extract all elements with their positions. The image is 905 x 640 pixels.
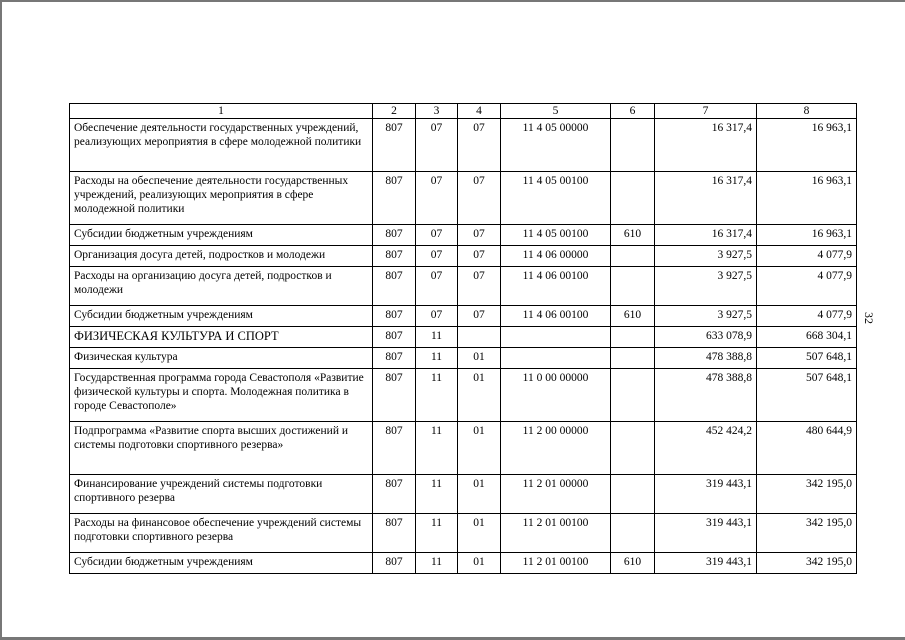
table-row: [70, 475, 857, 514]
cell-ministry: 807: [373, 327, 416, 348]
cell-subsection: 07: [458, 246, 501, 267]
cell-section: 07: [416, 267, 458, 306]
table-row: [70, 306, 857, 327]
cell-ministry: 807: [373, 172, 416, 225]
row-name: ФИЗИЧЕСКАЯ КУЛЬТУРА И СПОРТ: [70, 327, 373, 348]
header-cell: 7: [655, 104, 757, 119]
cell-expense-type: [611, 422, 655, 475]
row-name: Субсидии бюджетным учреждениям: [70, 306, 373, 327]
cell-amount-1: 633 078,9: [655, 327, 757, 348]
cell-subsection: 07: [458, 306, 501, 327]
cell-target-code: 11 4 06 00100: [501, 267, 611, 306]
header-cell: 4: [458, 104, 501, 119]
row-name: Расходы на организацию досуга детей, подростков и молодежи: [70, 267, 373, 306]
cell-amount-2: 4 077,9: [757, 306, 857, 327]
cell-target-code: 11 2 00 00000: [501, 422, 611, 475]
cell-amount-2: 16 963,1: [757, 119, 857, 172]
cell-ministry: 807: [373, 246, 416, 267]
cell-ministry: 807: [373, 369, 416, 422]
cell-section: 11: [416, 348, 458, 369]
cell-target-code: 11 4 06 00100: [501, 306, 611, 327]
header-cell: 2: [373, 104, 416, 119]
cell-section: 07: [416, 246, 458, 267]
cell-amount-1: 478 388,8: [655, 348, 757, 369]
cell-ministry: 807: [373, 475, 416, 514]
cell-amount-1: 319 443,1: [655, 475, 757, 514]
cell-subsection: 07: [458, 225, 501, 246]
row-name: Подпрограмма «Развитие спорта высших достижений и системы подготовки спортивного резерва»: [70, 422, 373, 475]
cell-expense-type: 610: [611, 553, 655, 574]
table-row: [70, 246, 857, 267]
cell-expense-type: [611, 267, 655, 306]
cell-ministry: 807: [373, 267, 416, 306]
cell-subsection: 07: [458, 267, 501, 306]
cell-amount-2: 16 963,1: [757, 225, 857, 246]
row-name: Субсидии бюджетным учреждениям: [70, 553, 373, 574]
cell-amount-1: 478 388,8: [655, 369, 757, 422]
cell-subsection: 01: [458, 553, 501, 574]
cell-target-code: 11 2 01 00100: [501, 514, 611, 553]
row-name: Финансирование учреждений системы подготовки спортивного резерва: [70, 475, 373, 514]
row-name: Расходы на обеспечение деятельности государственных учреждений, реализующих мероприятия в сфере молодежной политики: [70, 172, 373, 225]
cell-ministry: 807: [373, 422, 416, 475]
row-name: Организация досуга детей, подростков и молодежи: [70, 246, 373, 267]
cell-amount-1: 16 317,4: [655, 225, 757, 246]
cell-expense-type: [611, 246, 655, 267]
cell-subsection: 07: [458, 172, 501, 225]
scan-border-left: [0, 0, 2, 640]
cell-amount-2: 4 077,9: [757, 246, 857, 267]
cell-ministry: 807: [373, 553, 416, 574]
cell-section: 11: [416, 475, 458, 514]
header-row: [70, 104, 857, 119]
row-name: Расходы на финансовое обеспечение учреждений системы подготовки спортивного резерва: [70, 514, 373, 553]
budget-table: [69, 103, 857, 574]
cell-subsection: 01: [458, 475, 501, 514]
cell-amount-1: 3 927,5: [655, 246, 757, 267]
cell-expense-type: 610: [611, 306, 655, 327]
scan-border-top: [0, 0, 905, 2]
cell-amount-2: 342 195,0: [757, 514, 857, 553]
cell-ministry: 807: [373, 514, 416, 553]
table-row: [70, 422, 857, 475]
row-name: Физическая культура: [70, 348, 373, 369]
cell-subsection: 01: [458, 369, 501, 422]
table-row: [70, 514, 857, 553]
row-name: Государственная программа города Севастополя «Развитие физической культуры и спорта. Молодежная политика в городе Севастополе»: [70, 369, 373, 422]
cell-expense-type: [611, 327, 655, 348]
cell-subsection: [458, 327, 501, 348]
page-number: 32: [862, 312, 876, 324]
cell-section: 11: [416, 422, 458, 475]
cell-target-code: 11 4 05 00000: [501, 119, 611, 172]
table-row: [70, 119, 857, 172]
cell-section: 11: [416, 369, 458, 422]
cell-amount-2: 668 304,1: [757, 327, 857, 348]
cell-expense-type: [611, 369, 655, 422]
cell-target-code: [501, 348, 611, 369]
cell-target-code: 11 4 05 00100: [501, 172, 611, 225]
cell-expense-type: [611, 475, 655, 514]
cell-section: 11: [416, 327, 458, 348]
cell-section: 11: [416, 514, 458, 553]
cell-section: 07: [416, 119, 458, 172]
row-name: Субсидии бюджетным учреждениям: [70, 225, 373, 246]
cell-amount-2: 342 195,0: [757, 475, 857, 514]
cell-subsection: 07: [458, 119, 501, 172]
table-row: [70, 348, 857, 369]
table-row: [70, 553, 857, 574]
cell-amount-1: 3 927,5: [655, 306, 757, 327]
cell-amount-2: 507 648,1: [757, 348, 857, 369]
cell-expense-type: [611, 119, 655, 172]
cell-target-code: [501, 327, 611, 348]
cell-ministry: 807: [373, 306, 416, 327]
cell-amount-2: 507 648,1: [757, 369, 857, 422]
header-cell: 5: [501, 104, 611, 119]
cell-target-code: 11 0 00 00000: [501, 369, 611, 422]
cell-expense-type: [611, 348, 655, 369]
cell-ministry: 807: [373, 225, 416, 246]
table-row: [70, 225, 857, 246]
cell-amount-1: 319 443,1: [655, 514, 757, 553]
cell-target-code: 11 4 05 00100: [501, 225, 611, 246]
cell-amount-2: 16 963,1: [757, 172, 857, 225]
table-row: [70, 172, 857, 225]
table-row: [70, 327, 857, 348]
cell-amount-1: 16 317,4: [655, 119, 757, 172]
table-row: [70, 267, 857, 306]
cell-target-code: 11 4 06 00000: [501, 246, 611, 267]
cell-subsection: 01: [458, 422, 501, 475]
cell-section: 07: [416, 172, 458, 225]
cell-expense-type: 610: [611, 225, 655, 246]
cell-amount-1: 16 317,4: [655, 172, 757, 225]
cell-section: 07: [416, 306, 458, 327]
cell-target-code: 11 2 01 00100: [501, 553, 611, 574]
header-cell: 8: [757, 104, 857, 119]
cell-target-code: 11 2 01 00000: [501, 475, 611, 514]
cell-subsection: 01: [458, 348, 501, 369]
cell-amount-2: 342 195,0: [757, 553, 857, 574]
header-cell: 3: [416, 104, 458, 119]
cell-amount-1: 3 927,5: [655, 267, 757, 306]
cell-ministry: 807: [373, 348, 416, 369]
cell-subsection: 01: [458, 514, 501, 553]
table-row: [70, 369, 857, 422]
cell-amount-2: 4 077,9: [757, 267, 857, 306]
cell-section: 11: [416, 553, 458, 574]
header-cell: 1: [70, 104, 373, 119]
cell-amount-2: 480 644,9: [757, 422, 857, 475]
cell-amount-1: 452 424,2: [655, 422, 757, 475]
cell-ministry: 807: [373, 119, 416, 172]
cell-section: 07: [416, 225, 458, 246]
cell-expense-type: [611, 514, 655, 553]
header-cell: 6: [611, 104, 655, 119]
cell-amount-1: 319 443,1: [655, 553, 757, 574]
cell-expense-type: [611, 172, 655, 225]
row-name: Обеспечение деятельности государственных учреждений, реализующих мероприятия в сфере молодежной политики: [70, 119, 373, 172]
